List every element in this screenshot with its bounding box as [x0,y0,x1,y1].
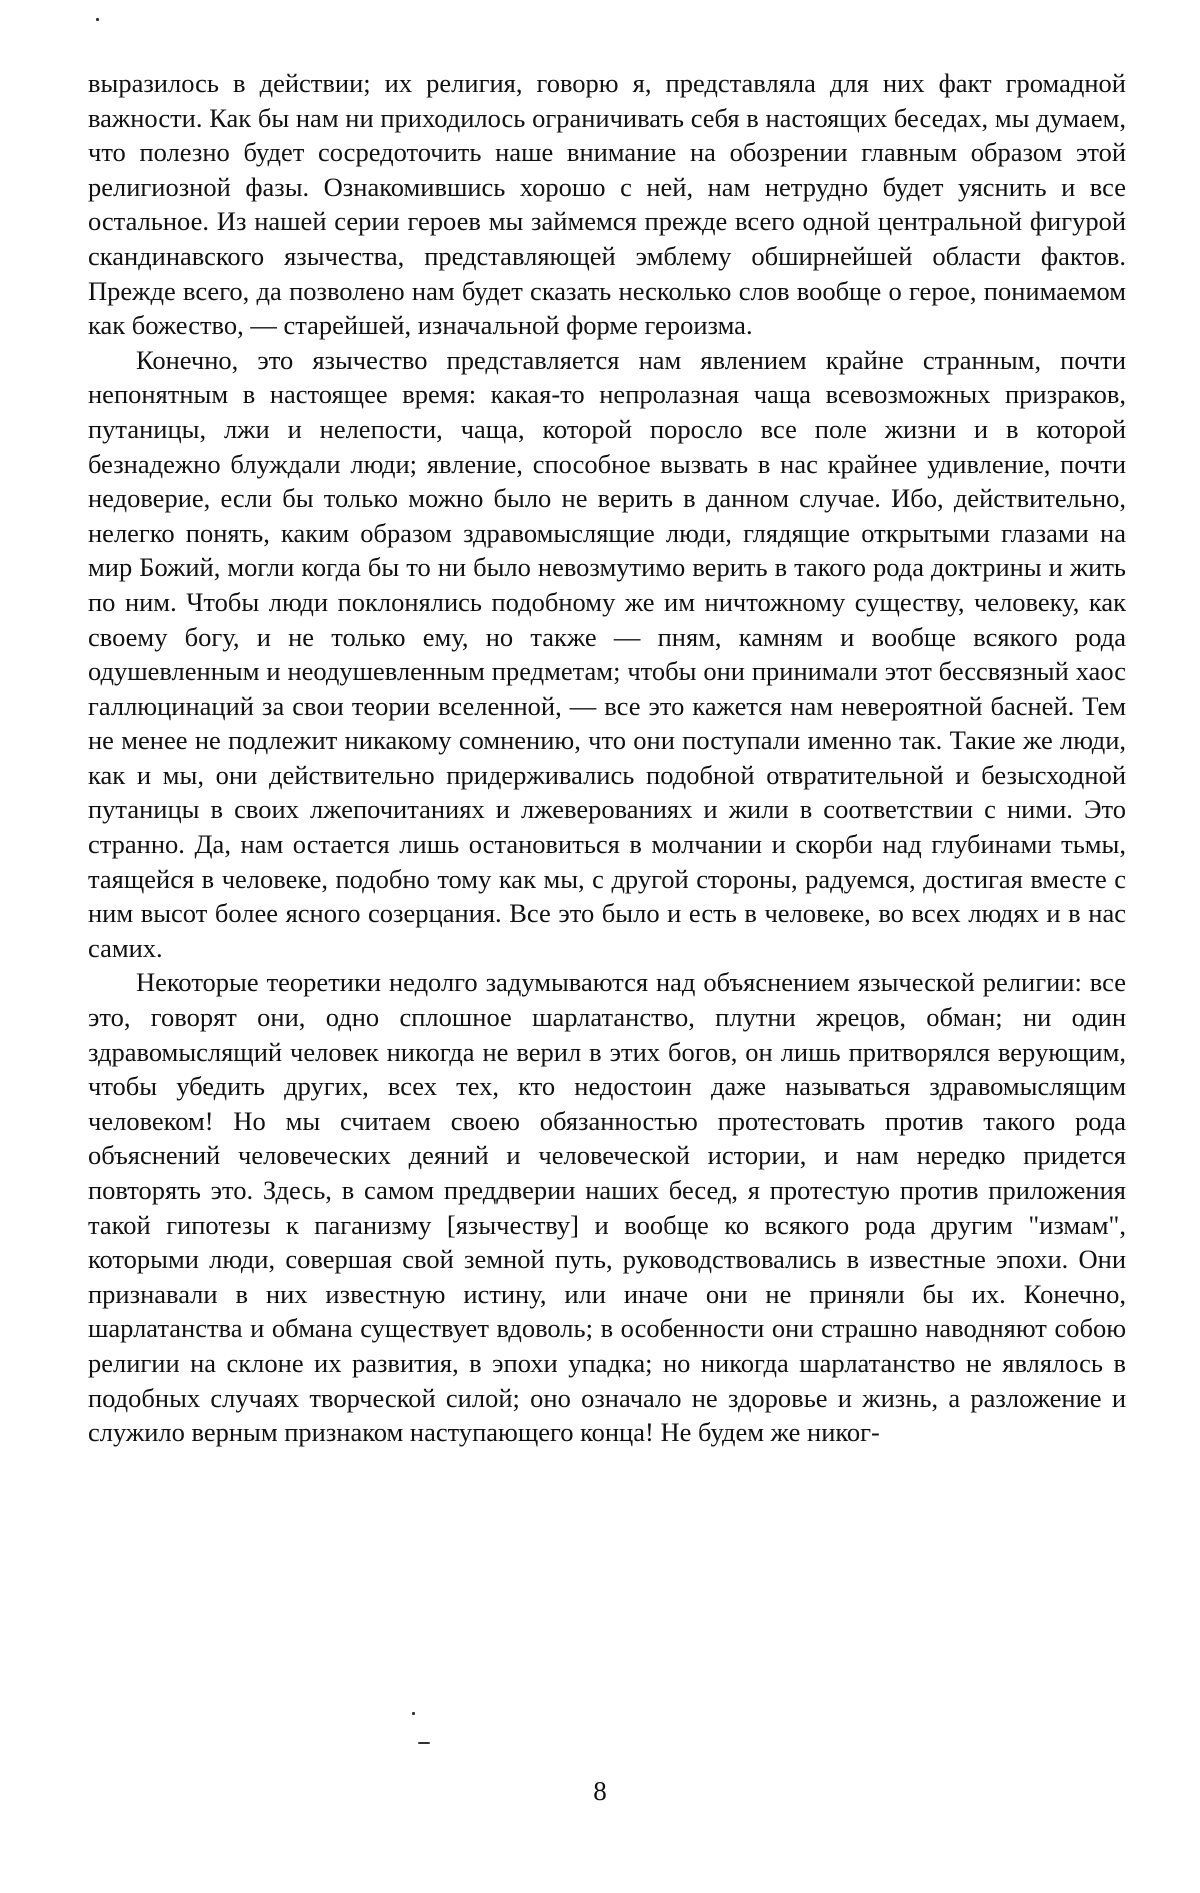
text-body [88,66,1126,1450]
scan-speck [412,1712,415,1715]
page-number: 8 [593,1776,607,1806]
paragraph-3: Некоторые теоретики недолго задумываются над объяснением языческой религии: все это, говорят они, одно сплошное шарлатанство, плутни жрецов, обман; ни один здравомыслящий человек никогда не верил в этих богов, он лишь притворялся верующим, чтобы убедить других, всех тех, кто недостоин даже называться здравомыслящим человеком! Но мы считаем своею обязанностью протестовать против такого рода объяснений человеческих деяний и человеческой истории, и нам нередко придется повторять это. Здесь, в самом преддверии наших бесед, я протестую против приложения такой гипотезы к паганизму [язычеству] и вообще ко всякого рода другим "измам", которыми люди, совершая свой земной путь, руководствовались в известные эпохи. Они признавали в них известную истину, или иначе они не приняли бы их. Конечно, шарлатанства и обмана существует вдоволь; в особенности они страшно наводняют собою религии на склоне их развития, в эпохи упадка; но никогда шарлатанство не являлось в подобных случаях творческой силой; оно означало не здоровье и жизнь, а разложение и служило верным признаком наступающего конца! Не будем же никог- [88,967,1126,1448]
scan-speck [418,1742,430,1744]
paragraph-1: выразилось в действии; их религия, говорю я, представляла для них факт громадной важности. Как бы нам ни приходилось ограничивать себя в настоящих беседах, мы думаем, что полезно будет сосредоточить наше внимание на обозрении главным образом этой религиозной фазы. Ознакомившись хорошо с ней, нам нетрудно будет уяснить и все остальное. Из нашей серии героев мы займемся прежде всего одной центральной фигурой скандинавского язычества, представляющей эмблему обширнейшей области фактов. Прежде всего, да позволено нам будет сказать несколько слов вообще о герое, понимаемом как божество, — старейшей, изначальной форме героизма. [88,68,1126,341]
paragraph-2: Конечно, это язычество представляется нам явлением крайне странным, почти непонятным в настоящее время: какая-то непролазная чаща всевозможных призраков, путаницы, лжи и нелепости, чаща, которой поросло все поле жизни и в которой безнадежно блуждали люди; явление, способное вызвать в нас крайнее удивление, почти недоверие, если бы только можно было не верить в данном случае. Ибо, действительно, нелегко понять, каким образом здравомыслящие люди, глядящие открытыми глазами на мир Божий, могли когда бы то ни было невозмутимо верить в такого рода доктрины и жить по ним. Чтобы люди поклонялись подобному же им ничтожному существу, человеку, как своему богу, и не только ему, но также — пням, камням и вообще всякого рода одушевленным и неодушевленным предметам; чтобы они принимали этот бессвязный хаос галлюцинаций за свои теории вселенной, — все это кажется нам невероятной басней. Тем не менее не подлежит никакому сомнению, что они поступали именно так. Такие же люди, как и мы, они действительно придерживались подобной отвратительной и безысходной путаницы в своих лжепочитаниях и лжеверованиях и жили в соответствии с ними. Это странно. Да, нам остается лишь остановиться в молчании и скорби над глубинами тьмы, таящейся в человеке, подобно тому как мы, с другой стороны, радуемся, достигая вместе с ним высот более ясного созерцания. Все это было и есть в человеке, во всех людях и в нас самих. [88,344,1126,963]
scan-speck [96,18,99,21]
